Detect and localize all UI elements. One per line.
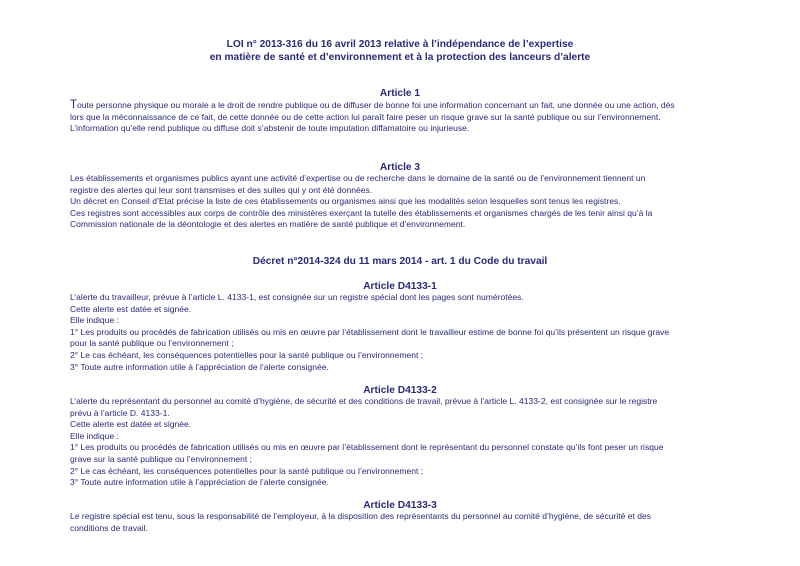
article-3-line: registre des alertes qui leur sont transmises et des suites qui y ont été données. [70, 184, 373, 195]
article-d4133-2-line: 2° Le cas échéant, les conséquences potentielles pour la santé publique ou l’environnement ; [70, 465, 424, 476]
article-d4133-2-line: Cette alerte est datée et signée. [70, 419, 192, 430]
article-d4133-1-line: 2° Le cas échéant, les conséquences potentielles pour la santé publique ou l’environnement ; [70, 349, 424, 360]
article-3-line: Ces registres sont accessibles aux corps de contrôle des ministères exerçant la tutelle des établissements et organismes chargés de les tenir ainsi qu’à la [70, 207, 653, 218]
law-title-line-2: en matière de santé et d’environnement et à la protection des lanceurs d’alerte [209, 52, 591, 63]
article-d4133-3-line: Le registre spécial est tenu, sous la responsabilité de l’employeur, à la disposition des représentants du personnel au comité d’hygiène, de sécurité et des [70, 511, 652, 521]
article-d4133-1-line: Elle indique : [70, 315, 119, 326]
article-d4133-1-heading: Article D4133-1 [363, 281, 437, 292]
article-1-line: lors que la méconnaissance de ce fait, de cette donnée ou de cette action lui paraît faire peser un risque grave sur la santé publique ou sur l’environnement. [70, 111, 661, 122]
article-3-heading: Article 3 [379, 162, 421, 173]
article-d4133-2-line: grave sur la santé publique ou l’environnement ; [70, 453, 252, 464]
article-1-text [70, 100, 732, 135]
law-title [0, 38, 800, 64]
article-d4133-2-line: L’alerte du représentant du personnel au comité d’hygiène, de sécurité et des conditions de travail, prévue à l’article L. 4133-2, est consignée sur le registre [70, 396, 658, 406]
decree-heading: Décret n°2014-324 du 11 mars 2014 - art. 1 du Code du travail [252, 256, 548, 267]
article-d4133-3-text [70, 511, 732, 534]
article-3-line: Les établissements et organismes publics ayant une activité d’expertise ou de recherche dans le domaine de la santé ou de l’environnement tiennent un [70, 173, 646, 183]
article-d4133-3-line: conditions de travail. [70, 522, 148, 533]
law-title-line-1: LOI n° 2013-316 du 16 avril 2013 relative à l’indépendance de l’expertise [226, 39, 574, 50]
article-d4133-1-line: 1° Les produits ou procédés de fabrication utilisés ou mis en œuvre par l’établissement dont le travailleur estime de bonne foi qu’ils présentent un risque grave [70, 326, 670, 337]
article-d4133-2-line: Elle indique : [70, 430, 119, 441]
article-1-heading: Article 1 [379, 88, 421, 99]
article-d4133-1-line: 3° Toute autre information utile à l’appréciation de l’alerte consignée. [70, 361, 329, 372]
article-d4133-1-text [70, 292, 732, 373]
article-d4133-3-heading: Article D4133-3 [363, 500, 437, 511]
article-d4133-2-line: prévu à l’article D. 4133-1. [70, 407, 170, 418]
article-d4133-2-line: 3° Toute autre information utile à l’appréciation de l’alerte consignée. [70, 477, 329, 488]
article-d4133-2-heading: Article D4133-2 [363, 385, 437, 396]
article-d4133-2-line: 1° Les produits ou procédés de fabrication utilisés ou mis en œuvre par l’établissement dont le représentant du personnel constate qu’ils font peser un risque [70, 442, 664, 453]
article-3-line: Commission nationale de la déontologie et des alertes en matière de santé publique et d’environnement. [70, 219, 466, 230]
article-d4133-2-text [70, 396, 732, 489]
article-3-text [70, 173, 732, 231]
article-d4133-1-line: L’alerte du travailleur, prévue à l’article L. 4133-1, est consignée sur un registre spécial dont les pages sont numérotées. [70, 292, 524, 302]
article-3-line: Un décret en Conseil d’Etat précise la liste de ces établissements ou organismes ainsi que les modalités selon lesquelles sont tenus les registres. [70, 196, 621, 207]
article-1-drop-cap: T [70, 99, 78, 111]
article-1-line: Toute personne physique ou morale a le droit de rendre publique ou de diffuser de bonne foi une information concernant un fait, une donnée ou une action, dès [70, 99, 675, 111]
article-1-line: L’information qu’elle rend publique ou diffuse doit s’abstenir de toute imputation diffamatoire ou injurieuse. [70, 123, 470, 134]
article-d4133-1-line: pour la santé publique ou l’environnement ; [70, 338, 234, 349]
article-d4133-1-line: Cette alerte est datée et signée. [70, 303, 192, 314]
